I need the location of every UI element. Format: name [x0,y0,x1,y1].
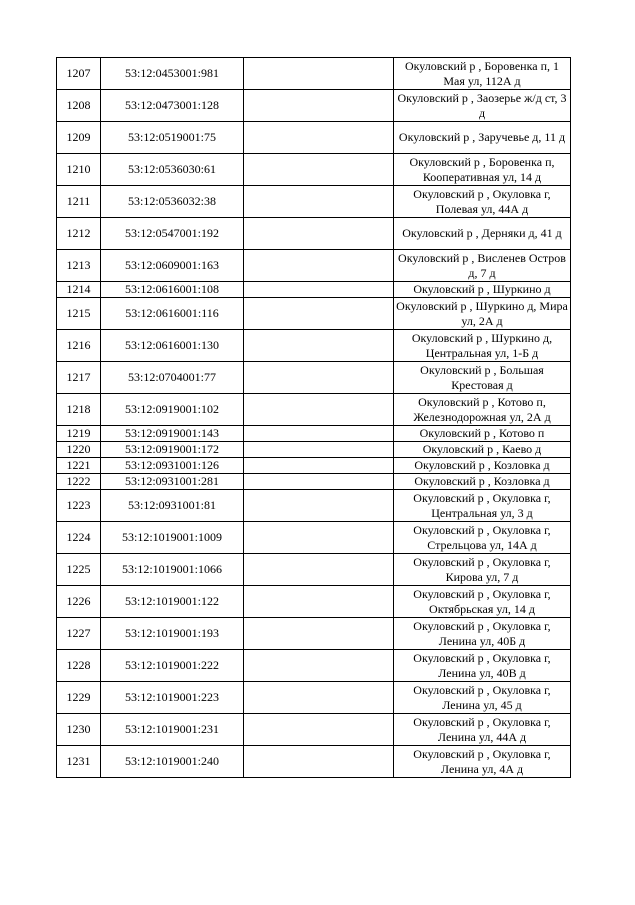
empty-cell [244,618,394,650]
address-cell: Окуловский р , Окуловка г, Стрельцова ул, 14А д [394,522,571,554]
address-cell: Окуловский р , Боровенка п, Кооперативная ул, 14 д [394,154,571,186]
address-cell: Окуловский р , Окуловка г, Ленина ул, 44А д [394,714,571,746]
row-number-cell: 1227 [57,618,101,650]
row-number-cell: 1218 [57,394,101,426]
address-cell: Окуловский р , Боровенка п, 1 Мая ул, 112А д [394,58,571,90]
empty-cell [244,474,394,490]
row-number-cell: 1223 [57,490,101,522]
address-cell: Окуловский р , Дерняки д, 41 д [394,218,571,250]
property-registry-table [56,57,571,778]
table-row [57,426,571,442]
row-number-cell: 1230 [57,714,101,746]
address-cell: Окуловский р , Окуловка г, Центральная ул, 3 д [394,490,571,522]
empty-cell [244,554,394,586]
address-cell: Окуловский р , Окуловка г, Кирова ул, 7 д [394,554,571,586]
cadastral-number-cell: 53:12:0473001:128 [101,90,244,122]
row-number-cell: 1217 [57,362,101,394]
table-row [57,298,571,330]
table-row [57,682,571,714]
table-row [57,394,571,426]
address-cell: Окуловский р , Висленев Остров д, 7 д [394,250,571,282]
empty-cell [244,746,394,778]
table-row [57,746,571,778]
table-row [57,586,571,618]
table-row [57,442,571,458]
cadastral-number-cell: 53:12:0931001:126 [101,458,244,474]
address-cell: Окуловский р , Окуловка г, Октябрьская ул, 14 д [394,586,571,618]
table-row [57,618,571,650]
address-cell: Окуловский р , Большая Крестовая д [394,362,571,394]
cadastral-number-cell: 53:12:1019001:122 [101,586,244,618]
row-number-cell: 1209 [57,122,101,154]
cadastral-number-cell: 53:12:0616001:108 [101,282,244,298]
cadastral-number-cell: 53:12:0919001:172 [101,442,244,458]
address-cell: Окуловский р , Заозерье ж/д ст, 3 д [394,90,571,122]
empty-cell [244,490,394,522]
row-number-cell: 1213 [57,250,101,282]
table-row [57,122,571,154]
address-cell: Окуловский р , Окуловка г, Полевая ул, 44А д [394,186,571,218]
cadastral-number-cell: 53:12:0519001:75 [101,122,244,154]
address-cell: Окуловский р , Шуркино д, Центральная ул, 1-Б д [394,330,571,362]
row-number-cell: 1214 [57,282,101,298]
address-cell: Окуловский р , Шуркино д, Мира ул, 2А д [394,298,571,330]
row-number-cell: 1228 [57,650,101,682]
registry-table-body [57,58,571,778]
cadastral-number-cell: 53:12:0536032:38 [101,186,244,218]
address-cell: Окуловский р , Каево д [394,442,571,458]
cadastral-number-cell: 53:12:1019001:223 [101,682,244,714]
empty-cell [244,330,394,362]
address-cell: Окуловский р , Козловка д [394,474,571,490]
row-number-cell: 1208 [57,90,101,122]
table-row [57,186,571,218]
empty-cell [244,714,394,746]
cadastral-number-cell: 53:12:1019001:231 [101,714,244,746]
table-row [57,58,571,90]
table-row [57,218,571,250]
cadastral-number-cell: 53:12:0453001:981 [101,58,244,90]
table-row [57,330,571,362]
table-row [57,362,571,394]
cadastral-number-cell: 53:12:0616001:130 [101,330,244,362]
address-cell: Окуловский р , Котово п, Железнодорожная ул, 2А д [394,394,571,426]
row-number-cell: 1220 [57,442,101,458]
table-row [57,250,571,282]
empty-cell [244,426,394,442]
empty-cell [244,282,394,298]
row-number-cell: 1226 [57,586,101,618]
row-number-cell: 1222 [57,474,101,490]
row-number-cell: 1225 [57,554,101,586]
cadastral-number-cell: 53:12:0931001:281 [101,474,244,490]
empty-cell [244,90,394,122]
cadastral-number-cell: 53:12:0919001:102 [101,394,244,426]
row-number-cell: 1216 [57,330,101,362]
empty-cell [244,154,394,186]
cadastral-number-cell: 53:12:1019001:222 [101,650,244,682]
empty-cell [244,458,394,474]
empty-cell [244,122,394,154]
row-number-cell: 1221 [57,458,101,474]
empty-cell [244,362,394,394]
cadastral-number-cell: 53:12:1019001:1066 [101,554,244,586]
table-row [57,522,571,554]
address-cell: Окуловский р , Козловка д [394,458,571,474]
cadastral-number-cell: 53:12:1019001:1009 [101,522,244,554]
row-number-cell: 1224 [57,522,101,554]
address-cell: Окуловский р , Окуловка г, Ленина ул, 45 д [394,682,571,714]
cadastral-number-cell: 53:12:1019001:193 [101,618,244,650]
table-row [57,90,571,122]
empty-cell [244,218,394,250]
empty-cell [244,298,394,330]
cadastral-number-cell: 53:12:0919001:143 [101,426,244,442]
cadastral-number-cell: 53:12:0547001:192 [101,218,244,250]
cadastral-number-cell: 53:12:0704001:77 [101,362,244,394]
row-number-cell: 1211 [57,186,101,218]
address-cell: Окуловский р , Окуловка г, Ленина ул, 40Б д [394,618,571,650]
table-row [57,650,571,682]
empty-cell [244,650,394,682]
empty-cell [244,682,394,714]
address-cell: Окуловский р , Окуловка г, Ленина ул, 40В д [394,650,571,682]
row-number-cell: 1212 [57,218,101,250]
cadastral-number-cell: 53:12:0616001:116 [101,298,244,330]
cadastral-number-cell: 53:12:0536030:61 [101,154,244,186]
table-row [57,490,571,522]
empty-cell [244,522,394,554]
address-cell: Окуловский р , Заручевье д, 11 д [394,122,571,154]
empty-cell [244,250,394,282]
table-row [57,282,571,298]
row-number-cell: 1229 [57,682,101,714]
table-row [57,154,571,186]
empty-cell [244,58,394,90]
empty-cell [244,186,394,218]
row-number-cell: 1210 [57,154,101,186]
cadastral-number-cell: 53:12:0609001:163 [101,250,244,282]
table-row [57,554,571,586]
empty-cell [244,394,394,426]
cadastral-number-cell: 53:12:0931001:81 [101,490,244,522]
empty-cell [244,442,394,458]
address-cell: Окуловский р , Шуркино д [394,282,571,298]
table-row [57,714,571,746]
table-row [57,474,571,490]
address-cell: Окуловский р , Котово п [394,426,571,442]
row-number-cell: 1207 [57,58,101,90]
empty-cell [244,586,394,618]
cadastral-number-cell: 53:12:1019001:240 [101,746,244,778]
table-row [57,458,571,474]
row-number-cell: 1219 [57,426,101,442]
row-number-cell: 1231 [57,746,101,778]
address-cell: Окуловский р , Окуловка г, Ленина ул, 4А д [394,746,571,778]
row-number-cell: 1215 [57,298,101,330]
